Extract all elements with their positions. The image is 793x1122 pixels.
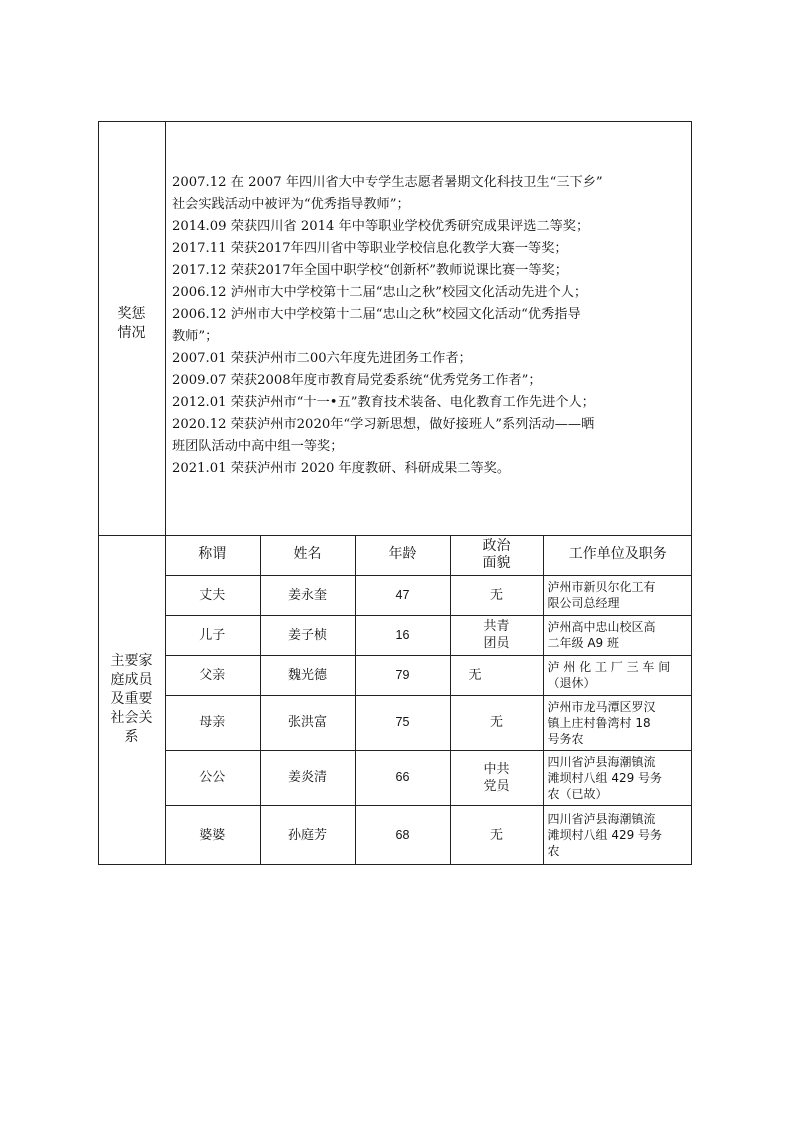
header-job: 工作单位及职务	[543, 535, 692, 575]
cell-age: 68	[355, 805, 450, 865]
award-entry: 2009.07 荣获2008年度市教育局党委系统“优秀党务工作者”；	[172, 373, 542, 388]
table-row	[165, 655, 692, 695]
cell-job-line: 限公司总经理	[547, 596, 620, 610]
award-entry: 2007.01 荣获泸州市二00六年度先进团务工作者；	[172, 351, 472, 366]
cell-political-line: 无	[489, 715, 503, 730]
header-age: 年龄	[355, 535, 450, 575]
cell-political-line: 党员	[483, 778, 510, 794]
cell-job-line: 农（已故）	[547, 786, 608, 801]
cell-job-line: 泸州市龙马潭区罗汉	[547, 699, 656, 714]
award-entry: 2020.12 荣获泸州市2020年“学习新思想，做好接班人”系列活动——晒	[172, 417, 595, 432]
cell-age: 47	[355, 575, 450, 615]
cell-relation: 丈夫	[165, 575, 260, 615]
family-label-line: 社会关	[110, 710, 153, 726]
table-row	[165, 575, 692, 615]
cell-job-line: 四川省泸县海潮镇流	[547, 812, 656, 827]
award-entry: 2006.12 泸州市大中学校第十二届“忠山之秋”校园文化活动先进个人；	[172, 285, 588, 300]
cell-political	[450, 805, 543, 865]
cell-political-line: 团员	[483, 636, 510, 651]
cell-political-line: 中共	[483, 761, 510, 777]
header-political-line: 政治	[482, 537, 511, 554]
award-entry: 2017.12 荣获2017年全国中职学校“创新杯”教师说课比赛一等奖；	[172, 263, 568, 278]
cell-relation: 父亲	[165, 655, 260, 695]
cell-political-line: 无	[489, 587, 503, 603]
table-row	[165, 695, 692, 750]
cell-political	[450, 695, 543, 750]
cell-political	[450, 655, 543, 695]
header-political	[450, 535, 543, 575]
table-row	[165, 615, 692, 655]
cell-political	[450, 575, 543, 615]
table-row	[165, 750, 692, 805]
header-name: 姓名	[260, 535, 355, 575]
header-political-line: 面貌	[482, 554, 511, 571]
awards-label-line: 情况	[117, 325, 146, 341]
cell-job-line: 四川省泸县海潮镇流	[547, 754, 656, 769]
family-members-table	[165, 535, 692, 865]
cell-political	[450, 615, 543, 655]
cell-relation: 公公	[165, 750, 260, 805]
cell-job-line: 滩坝村八组 429 号务	[547, 770, 663, 785]
cell-job-line: 泸 州 化 工 厂 三 车 间	[547, 660, 671, 674]
cell-job	[543, 805, 692, 865]
cell-job-line: 镇上庄村鲁湾村 18	[547, 715, 651, 730]
award-entry: 教师”；	[172, 329, 219, 344]
cell-relation: 儿子	[165, 615, 260, 655]
cell-job-line: 泸州高中忠山校区高	[547, 620, 656, 634]
cell-political	[450, 750, 543, 805]
cell-job	[543, 615, 692, 655]
cell-political-line: 无	[489, 827, 503, 843]
award-entry: 2014.09 荣获四川省 2014 年中等职业学校优秀研究成果评选二等奖；	[172, 219, 590, 234]
award-entry: 社会实践活动中被评为“优秀指导教师”；	[172, 197, 410, 212]
family-label-line: 系	[124, 729, 139, 745]
family-label-line: 主要家	[110, 653, 153, 669]
cell-job-line: 滩坝村八组 429 号务	[547, 828, 663, 843]
cell-job	[543, 655, 692, 695]
cell-political-line: 无	[468, 667, 482, 683]
cell-name: 姜子桢	[260, 615, 355, 655]
table-row	[165, 805, 692, 865]
cell-relation: 婆婆	[165, 805, 260, 865]
awards-list	[172, 172, 688, 480]
awards-section-label	[98, 305, 165, 343]
family-section-label	[98, 652, 165, 747]
award-entry: 2012.01 荣获泸州市“十一•五”教育技术装备、电化教育工作先进个人；	[172, 395, 595, 410]
award-entry: 2006.12 泸州市大中学校第十二届“忠山之秋”校园文化活动“优秀指导	[172, 307, 581, 322]
awards-label-line: 奖惩	[117, 306, 146, 322]
cell-age: 66	[355, 750, 450, 805]
award-entry: 2021.01 荣获泸州市 2020 年度教研、科研成果二等奖。	[172, 461, 511, 476]
cell-job	[543, 575, 692, 615]
cell-job-line: 号务农	[547, 731, 584, 746]
award-entry: 2017.11 荣获2017年四川省中等职业学校信息化教学大赛一等奖；	[172, 241, 568, 256]
cell-job	[543, 750, 692, 805]
cell-name: 魏光德	[260, 655, 355, 695]
cell-age: 79	[355, 655, 450, 695]
cell-name: 姜炎清	[260, 750, 355, 805]
cell-relation: 母亲	[165, 695, 260, 750]
cell-age: 75	[355, 695, 450, 750]
family-label-line: 及重要	[110, 691, 153, 707]
header-relation: 称谓	[165, 535, 260, 575]
table-header-row	[165, 535, 692, 575]
cell-job-line: 泸州市新贝尔化工有	[547, 580, 656, 594]
cell-name: 张洪富	[260, 695, 355, 750]
award-entry: 2007.12 在 2007 年四川省大中专学生志愿者暑期文化科技卫生“三下乡”	[172, 175, 603, 190]
family-label-line: 庭成员	[110, 672, 153, 688]
cell-name: 孙庭芳	[260, 805, 355, 865]
cell-political-line: 共青	[483, 619, 510, 634]
cell-job-line: （退休）	[547, 676, 596, 690]
cell-job	[543, 695, 692, 750]
cell-age: 16	[355, 615, 450, 655]
cell-job-line: 二年级 A9 班	[547, 636, 619, 650]
award-entry: 班团队活动中高中组一等奖；	[172, 439, 344, 454]
cell-job-line: 农	[547, 844, 560, 859]
cell-name: 姜永奎	[260, 575, 355, 615]
